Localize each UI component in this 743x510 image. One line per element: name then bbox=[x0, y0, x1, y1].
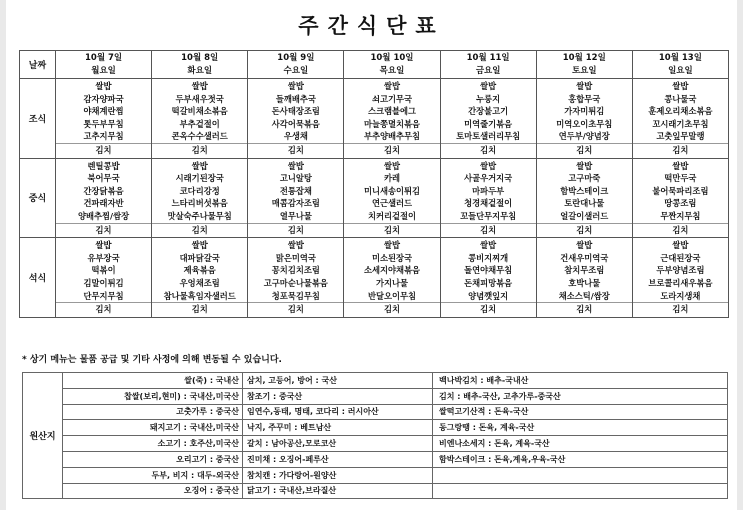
origin-cell: 삼치, 고등어, 방어 : 국산 bbox=[243, 373, 433, 389]
day-date: 10월 13일 bbox=[658, 52, 702, 63]
menu-item: 참나물흑임자샐러드 bbox=[163, 290, 236, 301]
menu-item: 김치 bbox=[537, 223, 632, 237]
menu-item: 김치 bbox=[441, 223, 536, 237]
origin-row bbox=[23, 404, 728, 420]
weekly-menu-table bbox=[19, 50, 729, 318]
menu-item: 쌀밥 bbox=[191, 160, 208, 171]
menu-cell bbox=[440, 238, 536, 318]
menu-item: 카레 bbox=[383, 173, 400, 184]
menu-item: 고니알탕 bbox=[279, 173, 312, 184]
menu-item: 채소스틱/쌈장 bbox=[558, 290, 610, 301]
menu-item: 김치 bbox=[441, 143, 536, 157]
menu-item: 사골우거지국 bbox=[464, 173, 513, 184]
day-date: 10월 12일 bbox=[562, 52, 606, 63]
menu-item: 열무나물 bbox=[279, 210, 312, 221]
meal-label: 중식 bbox=[20, 158, 56, 238]
menu-item: 홍합무국 bbox=[568, 93, 601, 104]
menu-item: 마파두부 bbox=[472, 185, 505, 196]
menu-item: 토마토샐러리무침 bbox=[456, 131, 521, 142]
menu-item: 양념깻잎지 bbox=[468, 290, 509, 301]
origin-cell: 함박스테이크 : 돈육,계육,우육-국산 bbox=[433, 451, 728, 467]
menu-cell bbox=[248, 238, 344, 318]
menu-cell bbox=[440, 158, 536, 238]
origin-cell bbox=[433, 467, 728, 483]
menu-item: 쌀밥 bbox=[480, 240, 497, 251]
origin-cell: 비엔나소세지 : 돈육, 계육-국산 bbox=[433, 436, 728, 452]
menu-item: 연근샐러드 bbox=[371, 198, 413, 209]
menu-item: 렌틸콩밥 bbox=[87, 160, 120, 171]
menu-item: 김치 bbox=[344, 302, 439, 316]
meal-label: 석식 bbox=[20, 238, 56, 318]
origin-cell: 쌀(죽) : 국내산 bbox=[63, 373, 243, 389]
menu-item: 브로콜리새우볶음 bbox=[648, 277, 713, 288]
menu-item: 부추겉절이 bbox=[179, 118, 220, 129]
menu-item: 간장닭볶음 bbox=[83, 185, 124, 196]
origin-row bbox=[23, 420, 728, 436]
menu-item: 사각어묵볶음 bbox=[271, 118, 320, 129]
day-header bbox=[440, 51, 536, 79]
origin-cell: 쌀떡고기산적 : 돈육-국산 bbox=[433, 404, 728, 420]
origin-row bbox=[23, 373, 728, 389]
menu-item: 고구마죽 bbox=[568, 173, 601, 184]
menu-item: 쌀밥 bbox=[383, 81, 400, 91]
menu-item: 유부장국 bbox=[87, 252, 120, 263]
day-weekday: 금요일 bbox=[475, 65, 501, 76]
menu-item: 김치 bbox=[344, 143, 439, 157]
day-header bbox=[344, 51, 440, 79]
menu-item: 쌀밥 bbox=[191, 81, 208, 91]
day-header bbox=[56, 51, 152, 79]
menu-item: 토란대나물 bbox=[564, 198, 605, 209]
menu-item: 야채계란찜 bbox=[83, 106, 124, 117]
menu-item: 꼬들단무지무침 bbox=[460, 210, 517, 221]
date-header-label: 날짜 bbox=[20, 51, 56, 79]
menu-cell bbox=[536, 158, 632, 238]
page-title: 주간식단표 bbox=[298, 14, 445, 38]
origin-cell: 동그랑땡 : 돈육, 계육-국산 bbox=[433, 420, 728, 436]
menu-item: 김치 bbox=[537, 302, 632, 316]
notice-text: * 상기 메뉴는 물품 공급 및 기타 사정에 의해 변동될 수 있습니다. bbox=[22, 355, 282, 365]
origin-label: 원산지 bbox=[23, 373, 63, 499]
menu-item: 대파닭갈국 bbox=[179, 252, 220, 263]
menu-item: 우생채 bbox=[283, 131, 308, 142]
origin-cell: 참치캔 : 가다랑어-원양산 bbox=[243, 467, 433, 483]
menu-item: 쌀밥 bbox=[576, 240, 593, 251]
menu-item: 건새우미역국 bbox=[560, 252, 609, 263]
menu-cell bbox=[152, 79, 248, 159]
menu-cell bbox=[536, 79, 632, 159]
menu-item: 반달오이무침 bbox=[367, 290, 417, 301]
origin-cell: 김치 : 배추-국산, 고추가루-중국산 bbox=[433, 388, 728, 404]
menu-item: 청포묵김무침 bbox=[271, 290, 320, 301]
origin-row bbox=[23, 436, 728, 452]
meal-row bbox=[20, 158, 729, 238]
day-date: 10월 9일 bbox=[277, 52, 315, 63]
origin-cell: 진미채 : 오징어-페루산 bbox=[243, 451, 433, 467]
menu-item: 간장불고기 bbox=[468, 106, 509, 117]
origin-cell: 찹쌀(보리,현미) : 국내산,미국산 bbox=[63, 388, 243, 404]
day-weekday: 토요일 bbox=[571, 65, 597, 76]
menu-item: 돈사태장조림 bbox=[271, 106, 320, 117]
day-date: 10월 10일 bbox=[370, 52, 414, 63]
menu-item: 김치 bbox=[56, 302, 151, 316]
menu-item: 쌀밥 bbox=[672, 240, 689, 251]
day-header bbox=[632, 51, 728, 79]
menu-item: 미역오이초무침 bbox=[556, 118, 613, 129]
menu-item: 얼갈이샐러드 bbox=[560, 210, 609, 221]
menu-item: 쌀밥 bbox=[480, 160, 497, 171]
menu-cell bbox=[56, 238, 152, 318]
menu-item: 쌀밥 bbox=[383, 240, 400, 251]
menu-item: 단무지무침 bbox=[83, 290, 124, 301]
menu-item: 청경채겉절이 bbox=[464, 198, 513, 209]
menu-item: 고추지무침 bbox=[83, 131, 124, 142]
menu-item: 떡만두국 bbox=[664, 173, 697, 184]
origin-cell: 갈치 : 남아공산,모로코산 bbox=[243, 436, 433, 452]
menu-item: 느타리버섯볶음 bbox=[171, 198, 228, 209]
menu-item: 두부양념조림 bbox=[656, 265, 705, 276]
menu-item: 김치 bbox=[56, 143, 151, 157]
menu-item: 김치 bbox=[152, 143, 247, 157]
menu-item: 김치 bbox=[441, 302, 536, 316]
menu-item: 무짠지무침 bbox=[660, 210, 701, 221]
day-weekday: 일요일 bbox=[668, 65, 693, 76]
origin-cell: 낙지, 주꾸미 : 베트남산 bbox=[243, 420, 433, 436]
menu-item: 쌀밥 bbox=[287, 240, 304, 251]
menu-item: 가지나물 bbox=[375, 277, 409, 288]
menu-item: 미니새송이튀김 bbox=[363, 185, 421, 196]
menu-item: 도라지생채 bbox=[660, 290, 701, 301]
menu-cell bbox=[248, 158, 344, 238]
menu-item: 코다리강정 bbox=[179, 185, 220, 196]
menu-item: 김치 bbox=[152, 223, 247, 237]
menu-item: 치커리겉절이 bbox=[367, 210, 417, 221]
menu-item: 참치무조림 bbox=[564, 265, 605, 276]
menu-item: 떡갈비채소볶음 bbox=[171, 106, 228, 117]
origin-cell: 닭고기 : 국내산,브라질산 bbox=[243, 483, 433, 499]
origin-row bbox=[23, 483, 728, 499]
menu-item: 북어무국 bbox=[87, 173, 120, 184]
menu-cell bbox=[56, 158, 152, 238]
day-weekday: 화요일 bbox=[187, 65, 213, 76]
menu-item: 고춧잎무말랭 bbox=[656, 131, 705, 142]
menu-item: 미소된장국 bbox=[371, 252, 413, 263]
menu-item: 맑은미역국 bbox=[275, 252, 316, 263]
origin-cell: 소고기 : 호주산,미국산 bbox=[63, 436, 243, 452]
menu-item: 김치 bbox=[537, 143, 632, 157]
menu-item: 콩나물국 bbox=[664, 93, 697, 104]
menu-item: 콩비지찌개 bbox=[468, 252, 509, 263]
origin-cell: 돼지고기 : 국내산,미국산 bbox=[63, 420, 243, 436]
menu-item: 김말이튀김 bbox=[83, 277, 124, 288]
origin-cell: 오리고기 : 중국산 bbox=[63, 451, 243, 467]
day-date: 10월 7일 bbox=[85, 52, 123, 63]
menu-item: 김치 bbox=[633, 302, 728, 316]
menu-item: 누룽지 bbox=[476, 93, 501, 104]
menu-item: 쇠고기무국 bbox=[371, 93, 413, 104]
menu-item: 톳두부무침 bbox=[83, 118, 124, 129]
origin-cell: 백나박김치 : 배추-국내산 bbox=[433, 373, 728, 389]
menu-item: 김치 bbox=[56, 223, 151, 237]
menu-item: 부추양배추무침 bbox=[363, 131, 421, 142]
origin-cell: 임연수,동태, 명태, 코다리 : 러시아산 bbox=[243, 404, 433, 420]
menu-item: 쌀밥 bbox=[672, 160, 689, 171]
menu-item: 제육볶음 bbox=[183, 265, 216, 276]
menu-item: 김치 bbox=[248, 223, 343, 237]
origin-table bbox=[22, 372, 728, 499]
menu-item: 쌀밥 bbox=[287, 160, 304, 171]
menu-item: 감자양파국 bbox=[83, 93, 124, 104]
menu-item: 김치 bbox=[248, 302, 343, 316]
day-date: 10월 8일 bbox=[181, 52, 219, 63]
menu-item: 양배추찜/쌈장 bbox=[78, 210, 130, 221]
menu-cell bbox=[152, 238, 248, 318]
menu-item: 함박스테이크 bbox=[560, 185, 609, 196]
day-header bbox=[536, 51, 632, 79]
day-weekday: 월요일 bbox=[91, 65, 116, 76]
menu-item: 고구마순나물볶음 bbox=[263, 277, 328, 288]
menu-item: 김치 bbox=[633, 143, 728, 157]
menu-item: 우엉채조림 bbox=[179, 277, 220, 288]
menu-item: 불어묵파리조림 bbox=[652, 185, 709, 196]
menu-item: 꼬시래기초무침 bbox=[652, 118, 709, 129]
origin-cell: 고춧가루 : 중국산 bbox=[63, 404, 243, 420]
menu-item: 떡볶이 bbox=[91, 265, 116, 276]
origin-cell: 오징어 : 중국산 bbox=[63, 483, 243, 499]
menu-page bbox=[6, 0, 737, 510]
menu-item: 들깨배추국 bbox=[275, 93, 316, 104]
meal-row bbox=[20, 79, 729, 159]
menu-item: 김치 bbox=[633, 223, 728, 237]
menu-item: 쌀밥 bbox=[576, 81, 593, 91]
menu-item: 스크램블에그 bbox=[367, 106, 417, 117]
menu-item: 전통잡채 bbox=[279, 185, 312, 196]
menu-item: 쌀밥 bbox=[95, 81, 112, 91]
menu-cell bbox=[248, 79, 344, 159]
menu-item: 콘옥수수샐러드 bbox=[171, 131, 228, 142]
menu-item: 연두부/양념장 bbox=[558, 131, 610, 142]
menu-cell bbox=[344, 79, 440, 159]
menu-item: 김치 bbox=[248, 143, 343, 157]
menu-cell bbox=[632, 79, 728, 159]
menu-cell bbox=[632, 238, 728, 318]
menu-item: 돌연야채무침 bbox=[464, 265, 513, 276]
menu-item: 쌀밥 bbox=[480, 81, 497, 91]
day-header bbox=[248, 51, 344, 79]
menu-item: 근대된장국 bbox=[660, 252, 701, 263]
menu-item: 소세지야채볶음 bbox=[363, 265, 421, 276]
menu-item: 미역줄기볶음 bbox=[464, 118, 513, 129]
origin-row bbox=[23, 467, 728, 483]
menu-item: 두부새우젓국 bbox=[175, 93, 224, 104]
day-weekday: 목요일 bbox=[379, 65, 405, 76]
menu-item: 맛살숙주나물무침 bbox=[167, 210, 232, 221]
menu-item: 쌀밥 bbox=[576, 160, 593, 171]
origin-row bbox=[23, 388, 728, 404]
menu-item: 쌀밥 bbox=[191, 240, 208, 251]
menu-item: 마늘쫑멸치볶음 bbox=[363, 118, 421, 129]
menu-cell bbox=[344, 158, 440, 238]
menu-item: 쌀밥 bbox=[672, 81, 689, 91]
menu-item: 김치 bbox=[344, 223, 439, 237]
menu-cell bbox=[152, 158, 248, 238]
menu-cell bbox=[344, 238, 440, 318]
menu-cell bbox=[536, 238, 632, 318]
menu-item: 호박나물 bbox=[568, 277, 601, 288]
menu-item: 쌀밥 bbox=[95, 240, 112, 251]
day-header bbox=[152, 51, 248, 79]
origin-cell: 두부, 비지 : 대두-외국산 bbox=[63, 467, 243, 483]
origin-cell bbox=[433, 483, 728, 499]
menu-cell bbox=[56, 79, 152, 159]
menu-cell bbox=[440, 79, 536, 159]
origin-cell: 참조기 : 중국산 bbox=[243, 388, 433, 404]
menu-item: 쌀밥 bbox=[287, 81, 304, 91]
day-weekday: 수요일 bbox=[283, 65, 309, 76]
menu-item: 매콤감자조림 bbox=[271, 198, 320, 209]
menu-item: 시래기된장국 bbox=[175, 173, 224, 184]
menu-item: 돈채피망볶음 bbox=[464, 277, 513, 288]
menu-item: 훈제오리채소볶음 bbox=[648, 106, 713, 117]
meal-label: 조식 bbox=[20, 79, 56, 159]
meal-row bbox=[20, 238, 729, 318]
origin-row bbox=[23, 451, 728, 467]
date-header-row bbox=[20, 51, 729, 79]
menu-item: 땅콩조림 bbox=[664, 198, 697, 209]
menu-item: 김치 bbox=[152, 302, 247, 316]
menu-item: 건파래자반 bbox=[83, 198, 124, 209]
menu-cell bbox=[632, 158, 728, 238]
menu-item: 가자미튀김 bbox=[564, 106, 605, 117]
menu-item: 꽁치김치조림 bbox=[271, 265, 320, 276]
day-date: 10월 11일 bbox=[466, 52, 510, 63]
menu-item: 쌀밥 bbox=[383, 160, 400, 171]
